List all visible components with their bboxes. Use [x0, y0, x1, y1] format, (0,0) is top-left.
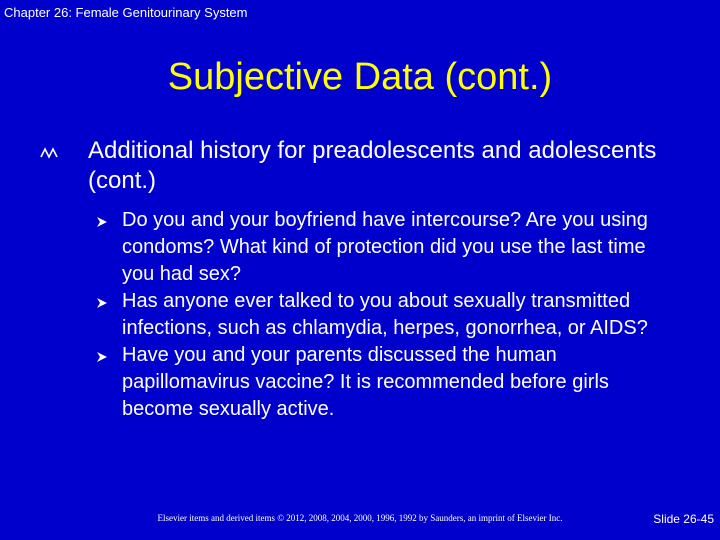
main-bullet-icon — [40, 146, 58, 160]
main-bullet — [40, 136, 660, 196]
slide-title: Subjective Data (cont.) — [167, 56, 553, 98]
sub-bullet-text: Have you and your parents discussed the human papillomavirus vaccine? It is recommended before girls become sexually active. — [122, 344, 609, 420]
arrow-bullet-icon — [96, 297, 108, 309]
chapter-header: Chapter 26: Female Genitourinary System — [4, 5, 248, 20]
sub-bullet-item — [108, 288, 678, 342]
sub-bullet-text: Do you and your boyfriend have intercourse? Are you using condoms? What kind of protection did you use the last time you had sex? — [122, 209, 648, 285]
sub-bullet-list — [108, 207, 678, 423]
main-bullet-text: Additional history for preadolescents and adolescents (cont.) — [88, 137, 657, 194]
sub-bullet-item — [108, 342, 678, 423]
sub-bullet-text: Has anyone ever talked to you about sexually transmitted infections, such as chlamydia, herpes, gonorrhea, or AIDS? — [122, 290, 648, 339]
arrow-bullet-icon — [96, 351, 108, 363]
sub-bullet-item — [108, 207, 678, 288]
arrow-bullet-icon — [96, 216, 108, 228]
copyright-notice: Elsevier items and derived items © 2012, 2008, 2004, 2000, 1996, 1992 by Saunders, an imprint of Elsevier Inc. — [157, 513, 563, 523]
slide-number: Slide 26-45 — [653, 512, 714, 526]
